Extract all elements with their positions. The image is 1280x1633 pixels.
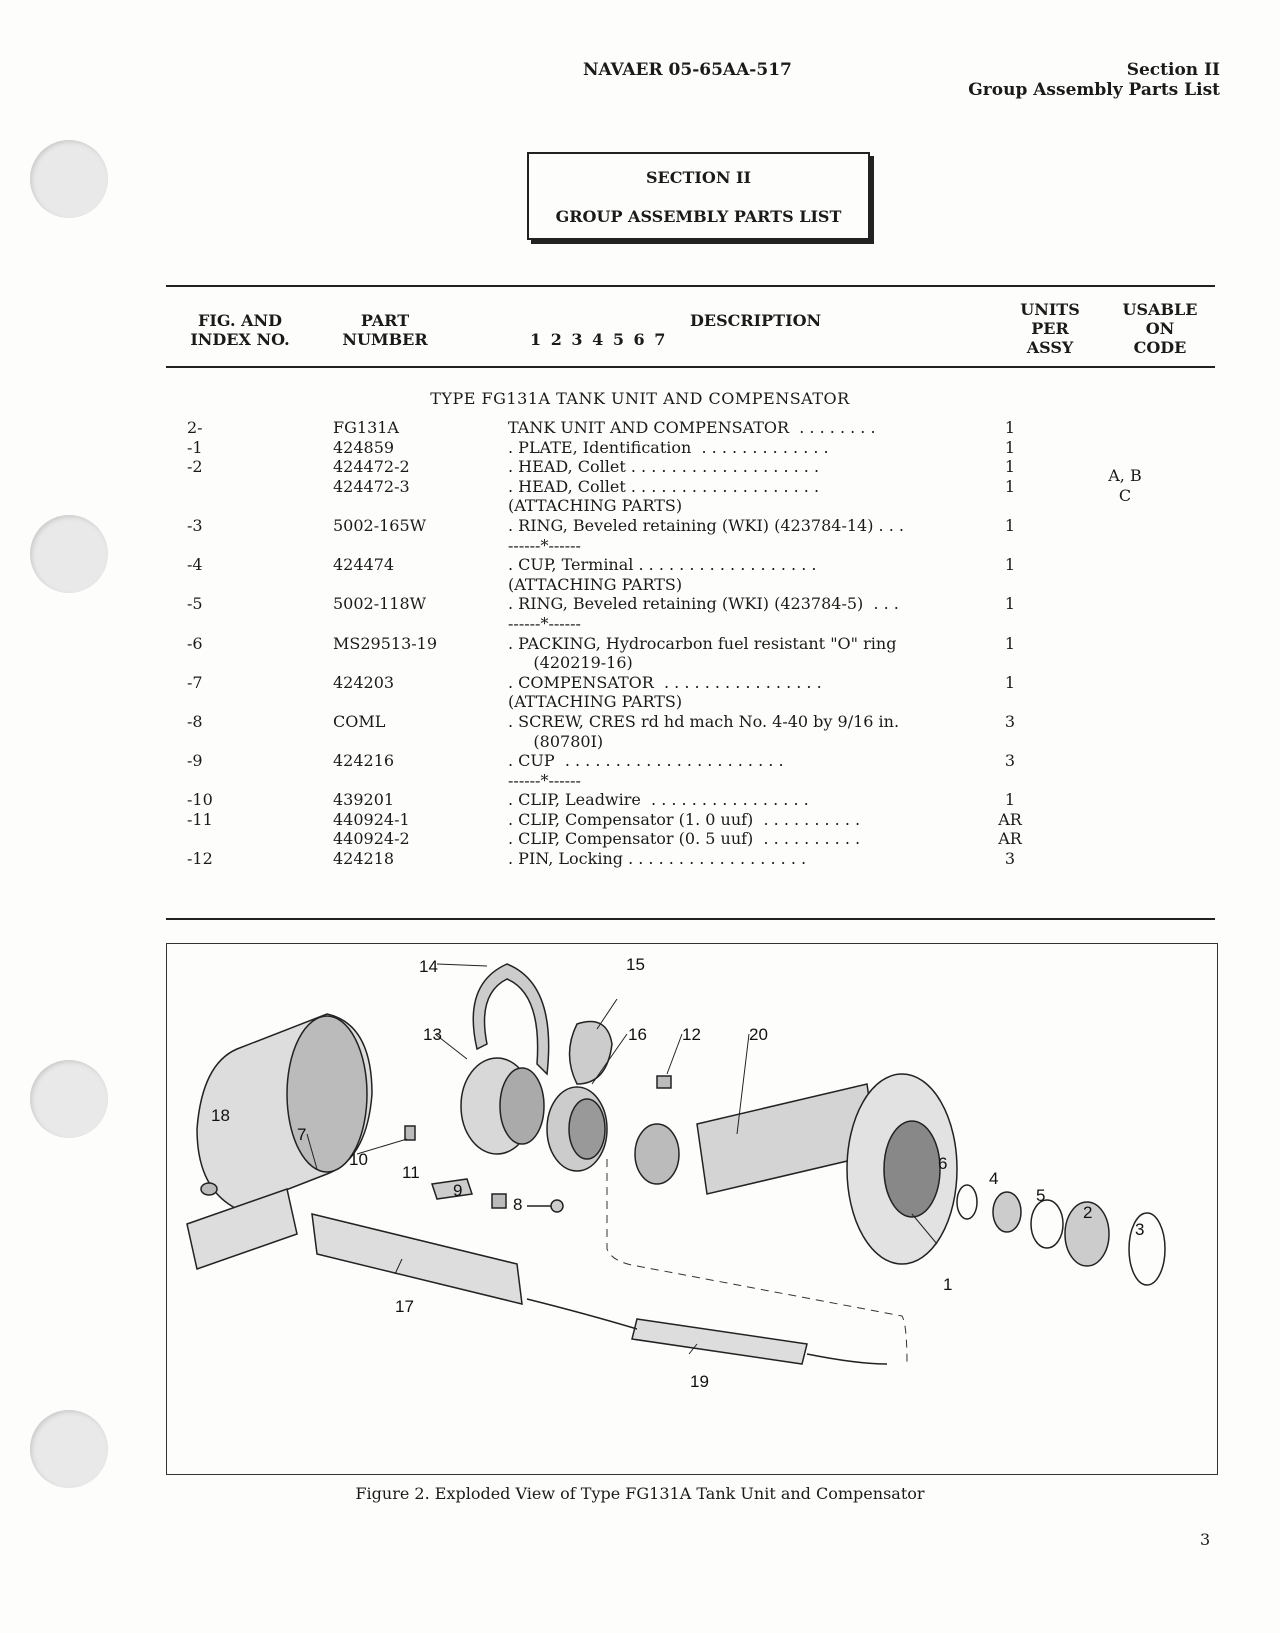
callout-16: 16	[628, 1025, 647, 1044]
callout-10: 10	[349, 1150, 368, 1169]
box-line-2: GROUP ASSEMBLY PARTS LIST	[555, 207, 842, 226]
punch-hole	[30, 1410, 108, 1488]
part-number-cell: 440924-1	[333, 809, 410, 829]
index-cell: -8	[187, 711, 203, 731]
index-cell: -2	[187, 457, 203, 477]
table-row	[0, 496, 1280, 516]
table-row	[0, 653, 1280, 673]
description-cell: (420219-16)	[508, 653, 633, 673]
table-row	[0, 438, 1280, 458]
table-row	[0, 555, 1280, 575]
section-title-box	[527, 152, 870, 240]
callout-19: 19	[690, 1372, 709, 1391]
part-number-cell: 424203	[333, 672, 395, 692]
table-row	[0, 849, 1280, 869]
callout-8: 8	[513, 1195, 523, 1214]
exploded-view-drawing	[167, 944, 1217, 1474]
units-cell: 1	[1004, 555, 1016, 575]
callout-13: 13	[423, 1025, 442, 1044]
part-number-cell: COML	[333, 711, 386, 731]
index-cell: -6	[187, 633, 203, 653]
units-cell: 1	[1004, 418, 1016, 437]
description-cell: (ATTACHING PARTS)	[508, 574, 683, 594]
description-cell: . HEAD, Collet . . . . . . . . . . . . . . . . . . .	[508, 457, 820, 477]
callout-11: 11	[402, 1163, 420, 1182]
callout-5: 5	[1036, 1186, 1046, 1205]
description-cell: . RING, Beveled retaining (WKI) (423784-5) . . .	[508, 594, 899, 614]
units-cell: 1	[1004, 437, 1016, 457]
part-number-cell: 424859	[333, 437, 395, 457]
callout-4: 4	[989, 1169, 999, 1188]
callout-6: 6	[938, 1154, 948, 1173]
units-cell: 3	[1004, 711, 1016, 731]
index-cell: -11	[187, 809, 213, 829]
description-cell: . PACKING, Hydrocarbon fuel resistant "O" ring	[508, 633, 897, 653]
col-header-fig: FIG. AND INDEX NO.	[190, 311, 290, 349]
punch-hole	[30, 1060, 108, 1138]
table-row	[0, 634, 1280, 654]
parts-table	[0, 418, 1280, 869]
page-number: 3	[1200, 1530, 1211, 1549]
section-title: Group Assembly Parts List	[968, 80, 1220, 100]
description-cell: ------*------	[508, 535, 581, 555]
part-number-cell: 5002-165W	[333, 515, 427, 535]
units-cell: 3	[1004, 751, 1016, 771]
description-cell: . PLATE, Identification . . . . . . . . . . . . .	[508, 437, 829, 457]
description-cell: (ATTACHING PARTS)	[508, 692, 683, 712]
index-cell: -3	[187, 515, 203, 535]
units-cell: 1	[1004, 672, 1016, 692]
table-row	[0, 771, 1280, 791]
callout-17: 17	[395, 1297, 414, 1316]
part-number-cell: MS29513-19	[333, 633, 438, 653]
table-row	[0, 712, 1280, 732]
callout-7: 7	[297, 1125, 307, 1144]
header-rule	[166, 366, 1215, 368]
punch-hole	[30, 140, 108, 218]
table-row	[0, 790, 1280, 810]
col-header-part: PART NUMBER	[342, 311, 428, 349]
description-cell: . PIN, Locking . . . . . . . . . . . . . . . . . .	[508, 849, 807, 869]
callout-14: 14	[419, 957, 438, 976]
part-number-cell: 424216	[333, 751, 395, 771]
units-cell: AR	[998, 829, 1022, 849]
description-cell: . HEAD, Collet . . . . . . . . . . . . . . . . . . .	[508, 476, 820, 496]
index-cell: -10	[187, 790, 213, 810]
table-row	[0, 751, 1280, 771]
description-cell: . RING, Beveled retaining (WKI) (423784-14) . . .	[508, 515, 904, 535]
description-cell: ------*------	[508, 613, 581, 633]
part-number-cell: FG131A	[333, 418, 399, 437]
col-header-units: UNITS PER ASSY	[1020, 300, 1080, 357]
description-cell: . CLIP, Compensator (0. 5 uuf) . . . . . . . . . .	[508, 829, 861, 849]
callout-18: 18	[211, 1106, 230, 1125]
section-label: Section II	[1126, 60, 1220, 80]
part-number-cell: 424472-3	[333, 476, 410, 496]
figure-caption: Figure 2. Exploded View of Type FG131A Tank Unit and Compensator	[355, 1484, 925, 1503]
part-number-cell: 424218	[333, 849, 395, 869]
index-cell: 2-	[187, 418, 203, 437]
description-cell: . SCREW, CRES rd hd mach No. 4-40 by 9/16 in.	[508, 711, 900, 731]
units-cell: 1	[1004, 515, 1016, 535]
table-row	[0, 732, 1280, 752]
exploded-view-figure	[166, 943, 1218, 1475]
units-cell: 3	[1004, 849, 1016, 869]
description-cell: . CUP . . . . . . . . . . . . . . . . . . . . . .	[508, 751, 784, 771]
table-row	[0, 575, 1280, 595]
part-number-cell: 424472-2	[333, 457, 410, 477]
description-cell: (ATTACHING PARTS)	[508, 496, 683, 516]
description-cell: (80780I)	[508, 731, 604, 751]
table-row	[0, 673, 1280, 693]
group-title: TYPE FG131A TANK UNIT AND COMPENSATOR	[430, 389, 850, 408]
callout-2: 2	[1083, 1203, 1093, 1222]
description-cell: . COMPENSATOR . . . . . . . . . . . . . . . .	[508, 672, 822, 692]
callout-1: 1	[943, 1275, 953, 1294]
usable-code-cell: A, B	[1108, 466, 1142, 486]
callout-9: 9	[453, 1181, 463, 1200]
table-row	[0, 418, 1280, 438]
box-line-1: SECTION II	[646, 168, 751, 187]
index-cell: -4	[187, 555, 203, 575]
index-cell: -7	[187, 672, 203, 692]
units-cell: 1	[1004, 457, 1016, 477]
col-header-desc: DESCRIPTION 1 2 3 4 5 6 7	[530, 311, 822, 349]
units-cell: 1	[1004, 476, 1016, 496]
units-cell: 1	[1004, 633, 1016, 653]
col-header-usable: USABLE ON CODE	[1122, 300, 1198, 357]
index-cell: -5	[187, 594, 203, 614]
description-cell: TANK UNIT AND COMPENSATOR . . . . . . . .	[508, 418, 876, 437]
table-row	[0, 536, 1280, 556]
callout-20: 20	[749, 1025, 768, 1044]
description-cell: . CLIP, Leadwire . . . . . . . . . . . . . . . .	[508, 790, 809, 810]
units-cell: 1	[1004, 790, 1016, 810]
callout-15: 15	[626, 955, 645, 974]
table-row	[0, 810, 1280, 830]
table-row	[0, 829, 1280, 849]
table-row	[0, 692, 1280, 712]
units-cell: AR	[998, 809, 1022, 829]
callout-12: 12	[682, 1025, 701, 1044]
table-row	[0, 614, 1280, 634]
index-cell: -1	[187, 437, 203, 457]
part-number-cell: 424474	[333, 555, 395, 575]
description-cell: . CUP, Terminal . . . . . . . . . . . . . . . . . .	[508, 555, 817, 575]
table-row	[0, 594, 1280, 614]
description-cell: . CLIP, Compensator (1. 0 uuf) . . . . . . . . . .	[508, 809, 861, 829]
usable-code-cell: C	[1118, 485, 1132, 505]
table-row	[0, 516, 1280, 536]
document-number: NAVAER 05-65AA-517	[583, 60, 792, 80]
part-number-cell: 5002-118W	[333, 594, 427, 614]
description-cell: ------*------	[508, 770, 581, 790]
index-cell: -12	[187, 849, 213, 869]
units-cell: 1	[1004, 594, 1016, 614]
part-number-cell: 439201	[333, 790, 395, 810]
table-bottom-rule	[166, 918, 1215, 920]
part-number-cell: 440924-2	[333, 829, 410, 849]
table-top-rule	[166, 285, 1215, 287]
index-cell: -9	[187, 751, 203, 771]
callout-3: 3	[1135, 1220, 1145, 1239]
